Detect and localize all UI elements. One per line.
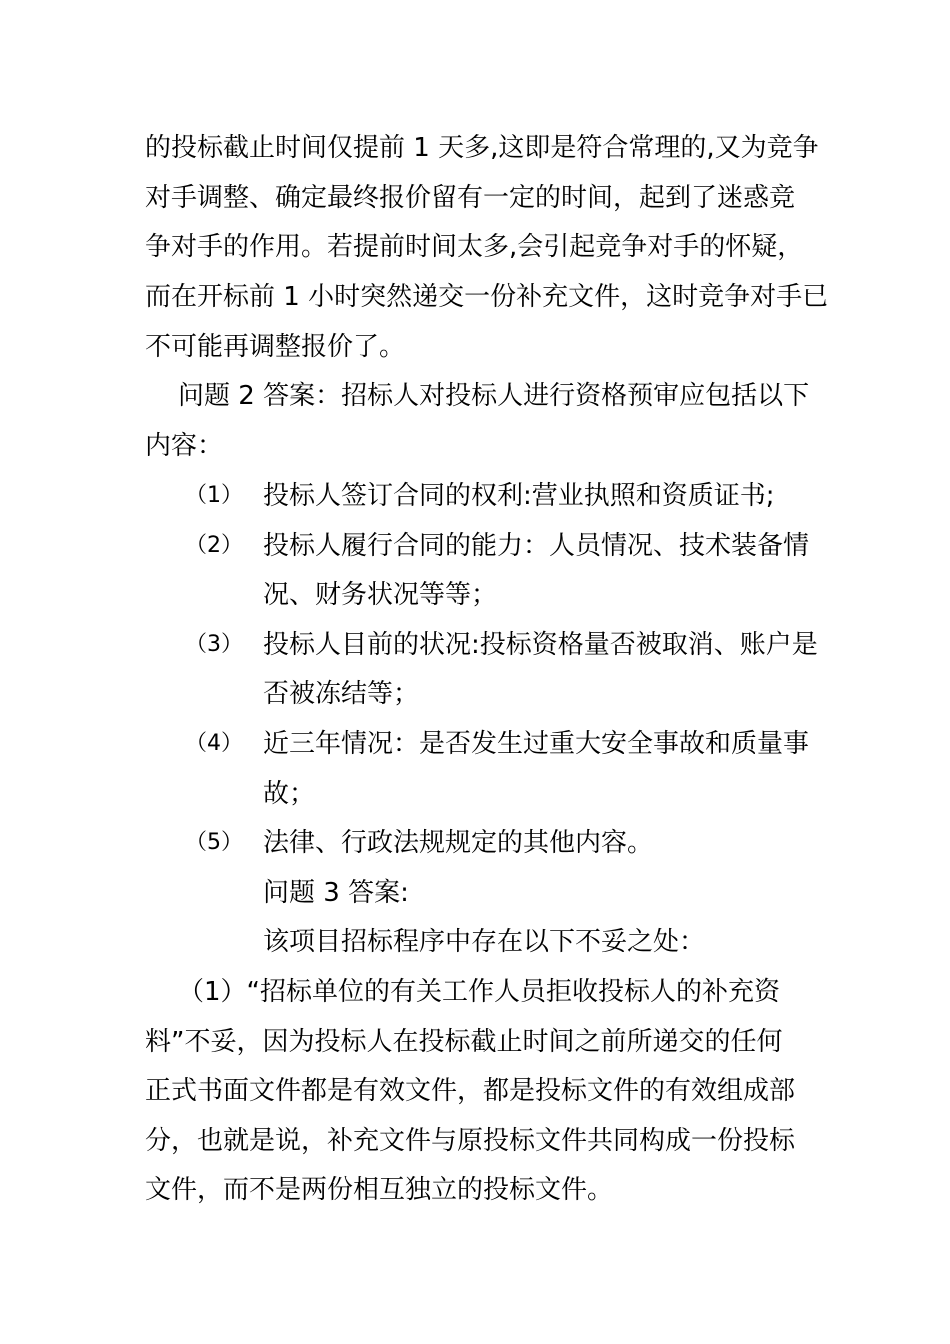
answer2-heading: 问题 2 答案：招标人对投标人进行资格预审应包括以下 — [178, 381, 810, 411]
list-item-text: 投标人履行合同的能力：人员情况、技术装备情 — [263, 531, 810, 561]
answer3-line: 文件，而不是两份相互独立的投标文件。 — [145, 1175, 614, 1205]
list-item-text: 法律、行政法规规定的其他内容。 — [263, 828, 654, 858]
list-item-text: 况、财务状况等等； — [263, 580, 498, 610]
paragraph-line: 不可能再调整报价了。 — [145, 332, 406, 362]
list-number: （5） — [185, 830, 243, 855]
answer3-line: 料”不妥，因为投标人在投标截止时间之前所递交的任何 — [145, 1027, 783, 1057]
list-item-text: 否被冻结等； — [263, 679, 420, 709]
answer3-line: （1）“招标单位的有关工作人员拒收投标人的补充资 — [178, 977, 781, 1007]
list-item-text: 近三年情况：是否发生过重大安全事故和质量事 — [263, 729, 810, 759]
paragraph-line: 的投标截止时间仅提前 1 天多,这即是符合常理的,又为竞争 — [145, 133, 819, 163]
answer3-intro: 该项目招标程序中存在以下不妥之处： — [263, 927, 706, 957]
answer3-title: 问题 3 答案: — [263, 878, 409, 908]
list-number: （1） — [185, 483, 243, 508]
list-item-text: 故； — [263, 779, 316, 809]
paragraph-line: 对手调整、确定最终报价留有一定的时间，起到了迷惑竞 — [145, 183, 796, 213]
paragraph-line: 而在开标前 1 小时突然递交一份补充文件，这时竞争对手已 — [145, 282, 829, 312]
paragraph-line: 争对手的作用。若提前时间太多,会引起竞争对手的怀疑， — [145, 232, 804, 262]
list-number: （4） — [185, 731, 243, 756]
answer3-line: 正式书面文件都是有效文件，都是投标文件的有效组成部 — [145, 1076, 796, 1106]
list-item-text: 投标人目前的状况:投标资格量否被取消、账户是 — [263, 630, 818, 660]
answer3-line: 分，也就是说，补充文件与原投标文件共同构成一份投标 — [145, 1126, 796, 1156]
list-number: （3） — [185, 632, 243, 657]
list-item-text: 投标人签订合同的权利:营业执照和资质证书; — [263, 481, 775, 511]
list-number: （2） — [185, 533, 243, 558]
answer2-heading-cont: 内容： — [145, 431, 224, 461]
